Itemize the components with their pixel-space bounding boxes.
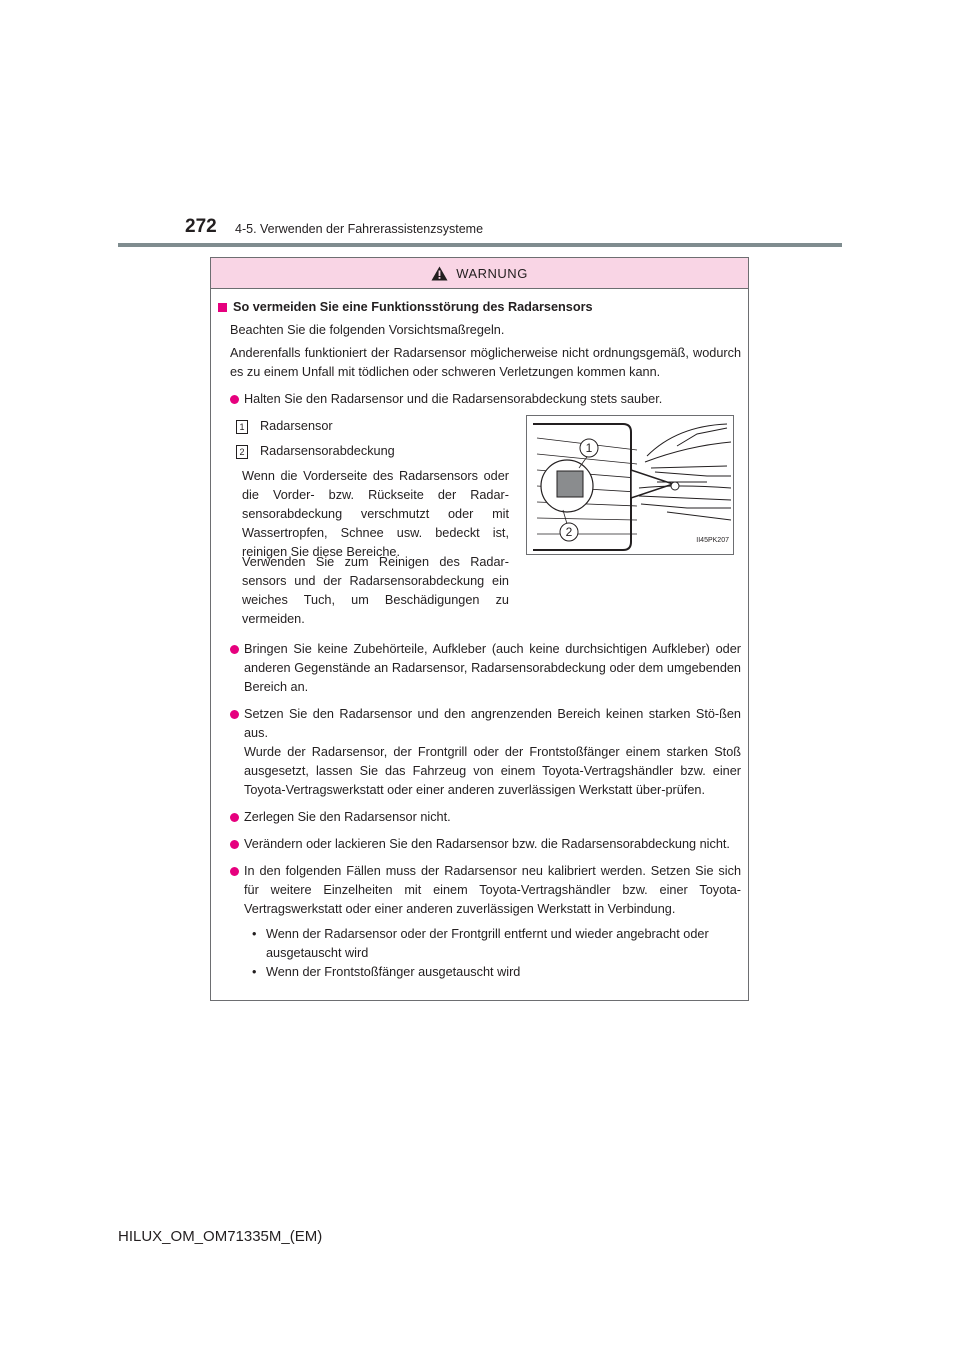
bullet-impact: [230, 705, 741, 800]
bullet-calibrate: [230, 862, 741, 919]
bullet-disassemble: [230, 808, 741, 827]
sub-item-mark: •: [252, 927, 257, 941]
warning-label: WARNUNG: [456, 265, 528, 281]
warning-triangle-icon: [431, 266, 448, 281]
sub-item-2-text: Wenn der Frontstoßfänger ausgetauscht wird: [266, 965, 521, 979]
figure-text-2: Verwenden Sie zum Reinigen des Radar-sensors und der Radarsensorabdeckung ein weiches Tuch, um Beschädigungen zu vermeiden.: [242, 555, 509, 626]
sub-item-2: [252, 963, 741, 982]
callout-1-number: 1: [236, 420, 248, 434]
warning-content: [218, 298, 741, 982]
callout-1-label: Radarsensor: [260, 419, 333, 433]
header-rule: [118, 243, 842, 247]
round-bullet-icon: [230, 813, 239, 822]
sub-item-1-text: Wenn der Radarsensor oder der Frontgrill entfernt und wieder angebracht oder ausgetauscht wird: [266, 927, 709, 960]
bullet-modify-text: Verändern oder lackieren Sie den Radarsensor bzw. die Radarsensorabdeckung nicht.: [244, 837, 730, 851]
figure-code: II45PK207: [696, 537, 729, 544]
bullet-modify: [230, 835, 741, 854]
consequence-text: Anderenfalls funktioniert der Radarsensor möglicherweise nicht ordnungsgemäß, wodurch es zu einem Unfall mit tödlichen oder schweren Verletzungen kommen kann.: [230, 346, 741, 379]
page-number: 272: [185, 216, 217, 237]
callout-2-label: Radarsensorabdeckung: [260, 444, 395, 458]
warning-header: [211, 258, 748, 289]
bullet-impact-line-2: Wurde der Radarsensor, der Frontgrill oder der Frontstoßfänger einem starken Stoß ausgesetzt, lassen Sie das Fahrzeug von einem Toyota-Vertragshändler bzw. einer Toyota-Vertragswerkstatt oder einer anderen zuverlässigen Werkstatt über-prüfen.: [244, 745, 741, 797]
square-bullet-icon: [218, 303, 227, 312]
sub-item-1: [252, 925, 741, 963]
intro-text: Beachten Sie die folgenden Vorsichtsmaßregeln.: [230, 323, 505, 337]
callout-2: [236, 442, 395, 461]
warning-heading: [218, 298, 741, 317]
bullet-accessories: [230, 640, 741, 697]
bullet-impact-line-1: Setzen Sie den Radarsensor und den angrenzenden Bereich keinen starken Stö-ßen aus.: [244, 707, 741, 740]
radar-sensor-illustration: [526, 415, 734, 555]
figure-text-1: Wenn die Vorderseite des Radarsensors oder die Vorder- bzw. Rückseite der Radar-sensorabdeckung verschmutzt oder mit Wassertropfen, Schnee usw. bedeckt ist, reinigen Sie diese Bereiche.: [242, 469, 509, 559]
round-bullet-icon: [230, 867, 239, 876]
figure-marker-2: 2: [565, 525, 573, 539]
round-bullet-icon: [230, 395, 239, 404]
bullet-clean-text: Halten Sie den Radarsensor und die Radarsensorabdeckung stets sauber.: [244, 392, 663, 406]
footer-doc-code: HILUX_OM_OM71335M_(EM): [118, 1228, 323, 1245]
bullet-clean: [230, 390, 741, 409]
callout-1: [236, 417, 333, 436]
round-bullet-icon: [230, 710, 239, 719]
sub-item-mark: •: [252, 965, 257, 979]
warning-heading-text: So vermeiden Sie eine Funktionsstörung des Radarsensors: [233, 300, 593, 314]
section-title: 4-5. Verwenden der Fahrerassistenzsysteme: [235, 222, 484, 236]
callout-2-number: 2: [236, 445, 248, 459]
figure-marker-1: 1: [585, 441, 593, 455]
warning-box: [210, 257, 749, 1001]
round-bullet-icon: [230, 645, 239, 654]
round-bullet-icon: [230, 840, 239, 849]
bullet-accessories-text: Bringen Sie keine Zubehörteile, Aufkleber (auch keine durchsichtigen Aufkleber) oder anderen Gegenstände an Radarsensor, Radarsensorabdeckung oder dem umgebenden Bereich an.: [244, 642, 741, 694]
figure-area: [218, 415, 741, 632]
bullet-calibrate-text: In den folgenden Fällen muss der Radarsensor neu kalibriert werden. Setzen Sie sich für weitere Einzelheiten mit einem Toyota-Vertragshändler bzw. einer Toyota-Vertragswerkstatt oder einer anderen zuverlässigen Werkstatt in Verbindung.: [244, 864, 741, 916]
bullet-disassemble-text: Zerlegen Sie den Radarsensor nicht.: [244, 810, 451, 824]
bullet-impact-text: [244, 705, 741, 800]
